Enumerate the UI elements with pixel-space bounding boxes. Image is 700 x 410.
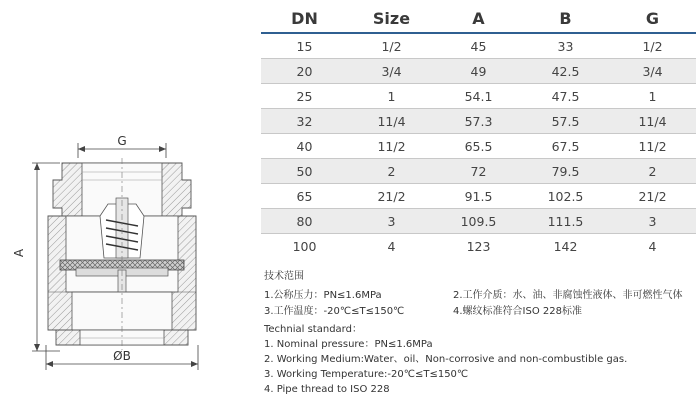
cell-dn: 50	[261, 159, 348, 184]
cell-dn: 25	[261, 84, 348, 109]
cell-b: 111.5	[522, 209, 609, 234]
cell-g: 3/4	[609, 59, 696, 84]
cell-b: 142	[553, 238, 578, 254]
cell-size: 11/4	[348, 109, 435, 134]
table-header-row	[261, 4, 696, 33]
cell-g: 3	[609, 209, 696, 234]
table-row	[261, 184, 696, 209]
dimension-g-label: G	[117, 134, 127, 148]
cell-size: 21/2	[348, 184, 435, 209]
notes-cn-item4: 4.螺纹标准符合ISO 228标准	[453, 306, 582, 317]
notes-en-item4: 4. Pipe thread to ISO 228	[264, 384, 390, 395]
cell-g: 11/2	[609, 134, 696, 159]
cell-b: 102.5	[522, 184, 609, 209]
table-row	[261, 84, 696, 109]
notes-cn-item3: 3.工作温度：-20℃≤T≤150℃	[264, 306, 405, 317]
cell-dn: 32	[261, 109, 348, 134]
dimension-a-label: A	[12, 248, 26, 258]
cell-a: 54.1	[435, 84, 522, 109]
cell-size: 1/2	[348, 33, 435, 59]
cell-b: 42.5	[522, 59, 609, 84]
cell-b: 67.5	[522, 134, 609, 159]
notes-en-item1: 1. Nominal pressure：PN≤1.6MPa	[264, 339, 433, 350]
cell-size: 3/4	[348, 59, 435, 84]
cell-g: 11/4	[609, 109, 696, 134]
cell-g: 4	[648, 238, 657, 254]
cell-size: 11/2	[348, 134, 435, 159]
cell-size: 2	[348, 159, 435, 184]
cell-a: 45	[435, 33, 522, 59]
header-b: B	[522, 4, 609, 33]
cell-size: 4	[387, 238, 396, 254]
cell-a: 49	[435, 59, 522, 84]
cell-dn: 40	[261, 134, 348, 159]
cell-g: 1/2	[609, 33, 696, 59]
cell-size: 3	[348, 209, 435, 234]
cell-g: 1	[609, 84, 696, 109]
header-a: A	[435, 4, 522, 33]
table-row	[261, 109, 696, 134]
table-row	[261, 33, 696, 59]
notes-en-item3: 3. Working Temperature:-20℃≤T≤150℃	[264, 369, 469, 380]
table-row	[261, 59, 696, 84]
cell-dn: 80	[261, 209, 348, 234]
table-row	[261, 209, 696, 234]
cell-b: 33	[522, 33, 609, 59]
header-g: G	[609, 4, 696, 33]
cell-a: 65.5	[435, 134, 522, 159]
cell-a: 109.5	[435, 209, 522, 234]
valve-section-drawing	[0, 120, 255, 380]
cell-a: 91.5	[435, 184, 522, 209]
dimension-b-label: ØB	[113, 349, 131, 363]
cell-b: 57.5	[522, 109, 609, 134]
cell-dn: 65	[261, 184, 348, 209]
cell-a: 57.3	[435, 109, 522, 134]
notes-cn-item2: 2.工作介质：水、油、非腐蚀性液体、非可燃性气体	[453, 290, 683, 301]
cell-size: 1	[348, 84, 435, 109]
cell-dn: 20	[261, 59, 348, 84]
header-dn: DN	[261, 4, 348, 33]
cell-a: 72	[435, 159, 522, 184]
notes-en-item2: 2. Working Medium:Water、oil、Non-corrosive and non-combustible gas.	[264, 354, 628, 365]
header-size: Size	[348, 4, 435, 33]
cell-a: 123	[466, 238, 491, 254]
table-row	[261, 234, 696, 259]
notes-en-title: Technial standard：	[264, 324, 362, 335]
spec-table	[261, 4, 696, 258]
cell-dn: 15	[261, 33, 348, 59]
cell-g: 21/2	[609, 184, 696, 209]
table-row	[261, 159, 696, 184]
cell-b: 79.5	[522, 159, 609, 184]
table-row	[261, 134, 696, 159]
notes-cn-item1: 1.公称压力：PN≤1.6MPa	[264, 290, 382, 301]
notes-cn-title: 技术范围	[264, 271, 304, 282]
cell-dn: 100	[292, 238, 317, 254]
cell-g: 2	[609, 159, 696, 184]
cell-b: 47.5	[522, 84, 609, 109]
